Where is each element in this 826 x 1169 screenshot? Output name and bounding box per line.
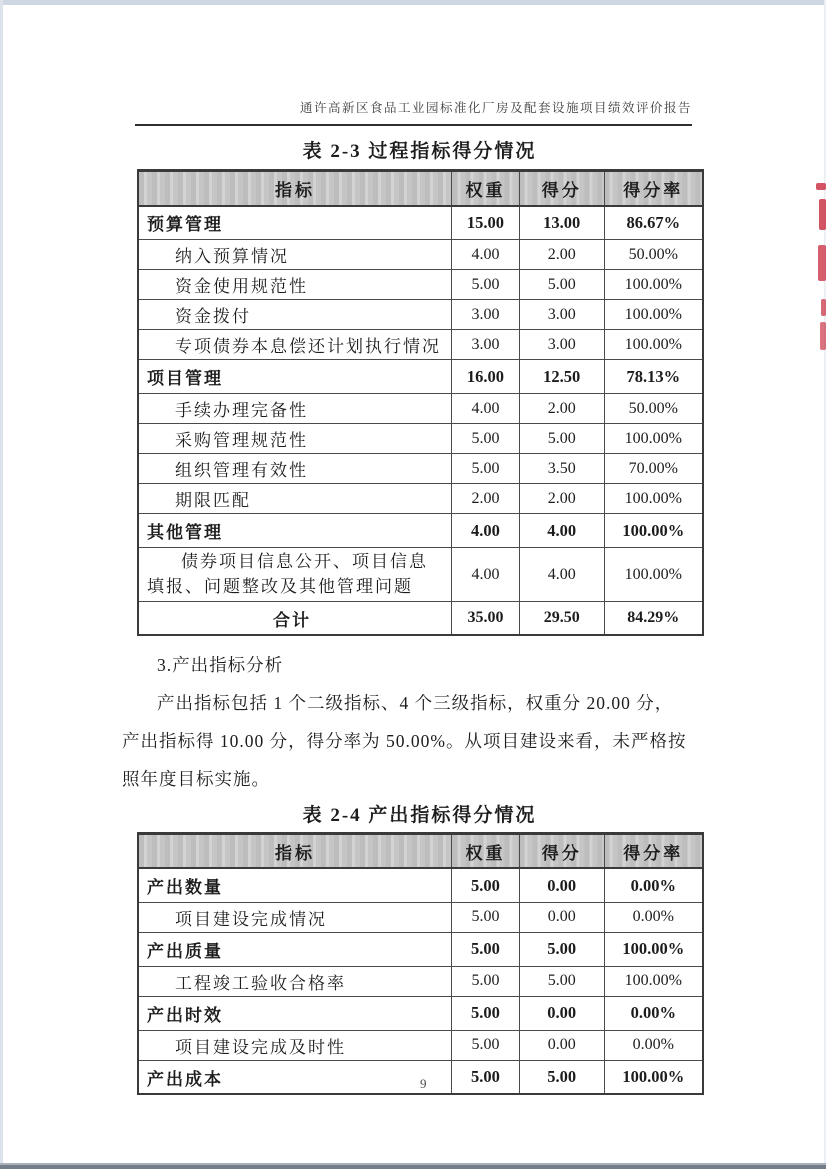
column-header: 得分 [519, 171, 604, 206]
value-cell: 0.00 [519, 996, 604, 1030]
indicator-cell: 预算管理 [138, 206, 452, 240]
table-header-row [138, 171, 703, 206]
process-indicator-table [137, 169, 704, 636]
value-cell: 5.00 [519, 932, 604, 966]
column-header: 指标 [138, 833, 452, 868]
table-row [138, 300, 703, 330]
table-row [138, 394, 703, 424]
table-body [138, 868, 703, 1094]
table-row [138, 484, 703, 514]
value-cell: 100.00% [604, 270, 703, 300]
table-row [138, 240, 703, 270]
value-cell: 84.29% [604, 602, 703, 635]
value-cell: 0.00% [604, 902, 703, 932]
value-cell: 5.00 [452, 1060, 520, 1094]
value-cell: 3.00 [452, 300, 520, 330]
paragraph-line: 产出指标得 10.00 分，得分率为 50.00%。从项目建设来看，未严格按 [122, 730, 687, 751]
header-row [138, 833, 703, 868]
column-header: 权重 [452, 833, 520, 868]
output-analysis-paragraph [122, 646, 710, 798]
value-cell: 5.00 [452, 966, 520, 996]
indicator-cell: 纳入预算情况 [138, 240, 452, 270]
value-cell: 100.00% [604, 966, 703, 996]
indicator-cell: 工程竣工验收合格率 [138, 966, 452, 996]
value-cell: 5.00 [452, 270, 520, 300]
header-row [138, 171, 703, 206]
table-body [138, 206, 703, 635]
column-header: 指标 [138, 171, 452, 206]
value-cell: 86.67% [604, 206, 703, 240]
value-cell: 100.00% [604, 514, 703, 548]
indicator-cell: 专项债券本息偿还计划执行情况 [138, 330, 452, 360]
column-header: 权重 [452, 171, 520, 206]
value-cell: 5.00 [452, 996, 520, 1030]
value-cell: 100.00% [604, 300, 703, 330]
value-cell: 0.00% [604, 1030, 703, 1060]
value-cell: 35.00 [452, 602, 520, 635]
table-row [138, 602, 703, 635]
value-cell: 100.00% [604, 932, 703, 966]
value-cell: 16.00 [452, 360, 520, 394]
value-cell: 15.00 [452, 206, 520, 240]
table-header-row [138, 833, 703, 868]
indicator-cell: 采购管理规范性 [138, 424, 452, 454]
table-row [138, 206, 703, 240]
value-cell: 50.00% [604, 240, 703, 270]
value-cell: 5.00 [519, 966, 604, 996]
value-cell: 2.00 [452, 484, 520, 514]
value-cell: 5.00 [519, 270, 604, 300]
table-row [138, 330, 703, 360]
value-cell: 29.50 [519, 602, 604, 635]
scan-edge-top [0, 0, 826, 5]
value-cell: 2.00 [519, 394, 604, 424]
value-cell: 100.00% [604, 424, 703, 454]
table-row [138, 868, 703, 902]
table-row [138, 996, 703, 1030]
value-cell: 0.00% [604, 868, 703, 902]
indicator-cell: 手续办理完备性 [138, 394, 452, 424]
value-cell: 4.00 [452, 394, 520, 424]
value-cell: 3.00 [519, 330, 604, 360]
page-content [0, 132, 826, 1095]
value-cell: 3.50 [519, 454, 604, 484]
value-cell: 4.00 [452, 514, 520, 548]
indicator-cell: 期限匹配 [138, 484, 452, 514]
table-row [138, 360, 703, 394]
value-cell: 100.00% [604, 1060, 703, 1094]
value-cell: 0.00 [519, 902, 604, 932]
value-cell: 13.00 [519, 206, 604, 240]
table-2-3-title: 表 2-3 过程指标得分情况 [302, 141, 537, 162]
paragraph-line: 照年度目标实施。 [122, 768, 270, 789]
indicator-cell: 资金使用规范性 [138, 270, 452, 300]
indicator-cell: 项目建设完成情况 [138, 902, 452, 932]
value-cell: 4.00 [519, 514, 604, 548]
value-cell: 100.00% [604, 548, 703, 602]
value-cell: 100.00% [604, 330, 703, 360]
value-cell: 100.00% [604, 484, 703, 514]
table-row [138, 270, 703, 300]
value-cell: 0.00% [604, 996, 703, 1030]
value-cell: 4.00 [519, 548, 604, 602]
indicator-cell: 产出时效 [138, 996, 452, 1030]
table-2-4-title: 表 2-4 产出指标得分情况 [302, 804, 537, 826]
indicator-cell: 合计 [138, 602, 452, 635]
value-cell: 12.50 [519, 360, 604, 394]
indicator-cell: 产出成本 [138, 1060, 452, 1094]
value-cell: 5.00 [452, 902, 520, 932]
value-cell: 78.13% [604, 360, 703, 394]
table-row [138, 966, 703, 996]
column-header: 得分率 [604, 833, 703, 868]
indicator-cell: 资金拨付 [138, 300, 452, 330]
value-cell: 5.00 [519, 424, 604, 454]
value-cell: 4.00 [452, 548, 520, 602]
output-indicator-table [137, 832, 704, 1096]
indicator-cell: 产出质量 [138, 932, 452, 966]
value-cell: 5.00 [452, 932, 520, 966]
header-rule [135, 124, 692, 126]
indicator-cell: 项目管理 [138, 360, 452, 394]
value-cell: 5.00 [452, 1030, 520, 1060]
paragraph-line: 3.产出指标分析 [157, 654, 284, 675]
value-cell: 2.00 [519, 240, 604, 270]
value-cell: 5.00 [452, 454, 520, 484]
value-cell: 50.00% [604, 394, 703, 424]
indicator-cell: 组织管理有效性 [138, 454, 452, 484]
table-row [138, 424, 703, 454]
indicator-cell: 项目建设完成及时性 [138, 1030, 452, 1060]
value-cell: 3.00 [519, 300, 604, 330]
table-row [138, 902, 703, 932]
table-row [138, 454, 703, 484]
value-cell: 4.00 [452, 240, 520, 270]
value-cell: 5.00 [452, 868, 520, 902]
scan-edge-bottom [0, 1163, 826, 1169]
indicator-cell: 债券项目信息公开、项目信息填报、问题整改及其他管理问题 [138, 548, 452, 602]
indicator-cell: 其他管理 [138, 514, 452, 548]
value-cell: 0.00 [519, 868, 604, 902]
table-row [138, 548, 703, 602]
value-cell: 3.00 [452, 330, 520, 360]
paragraph-line: 产出指标包括 1 个二级指标、4 个三级指标，权重分 20.00 分， [157, 692, 674, 713]
table-row [138, 1030, 703, 1060]
table-row [138, 932, 703, 966]
page-number: 9 [420, 1076, 427, 1091]
value-cell: 5.00 [519, 1060, 604, 1094]
document-header: 通许高新区食品工业园标准化厂房及配套设施项目绩效评价报告 [299, 101, 692, 115]
value-cell: 2.00 [519, 484, 604, 514]
table-row [138, 514, 703, 548]
value-cell: 0.00 [519, 1030, 604, 1060]
column-header: 得分率 [604, 171, 703, 206]
indicator-cell: 产出数量 [138, 868, 452, 902]
value-cell: 70.00% [604, 454, 703, 484]
value-cell: 5.00 [452, 424, 520, 454]
column-header: 得分 [519, 833, 604, 868]
